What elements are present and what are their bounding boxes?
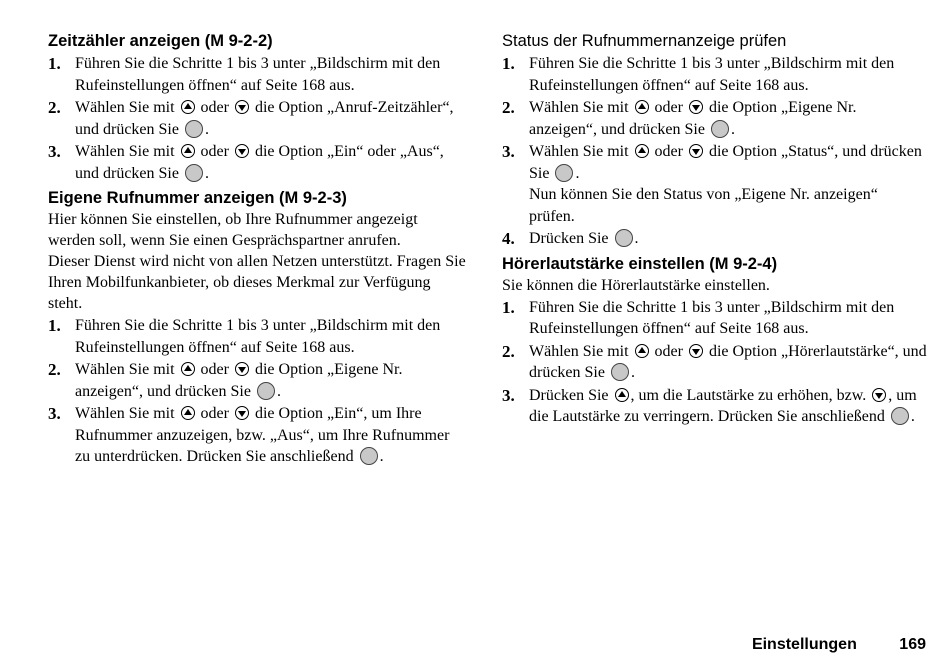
step-number: 1. (48, 316, 61, 335)
nav-up-icon (615, 388, 629, 402)
step-number: 2. (502, 98, 515, 117)
step-text: Führen Sie die Schritte 1 bis 3 unter „Bildschirm mit den Rufeinstellungen öffnen“ auf Seite 168 aus. (75, 55, 441, 94)
center-key-icon (185, 120, 203, 138)
step-number: 3. (502, 142, 515, 161)
heading-hoererlautstaerke: Hörerlautstärke einstellen (M 9-2-4) (502, 254, 778, 273)
footer-section-title: Einstellungen (751, 636, 857, 653)
step-text: die Option „Ein“, um Ihre Rufnummer anzuzeigen, bzw. „Aus“, um Ihre Rufnummer zu unterdrücken. Drücken Sie anschließend (75, 405, 450, 465)
step-text: die Option „Hörerlautstärke“, und drücken Sie (529, 342, 927, 381)
nav-up-icon (635, 344, 649, 358)
step-text: , um die Lautstärke zu verringern. Drücken Sie anschließend (529, 386, 917, 425)
step-text: . (379, 448, 384, 465)
step (502, 141, 927, 227)
step-number: 1. (48, 54, 61, 73)
nav-down-icon (235, 100, 249, 114)
center-key-icon (615, 229, 633, 247)
page-number: 169 (899, 636, 926, 653)
nav-up-icon (181, 406, 195, 420)
nav-down-icon (235, 406, 249, 420)
step-number: 4. (502, 229, 515, 248)
step-text: Wählen Sie mit (75, 361, 175, 378)
nav-up-icon (181, 362, 195, 376)
right-column (502, 30, 927, 429)
paragraph: Sie können die Hörerlautstärke einstellen. (502, 276, 770, 294)
step (502, 341, 927, 384)
nav-down-icon (872, 388, 886, 402)
step-number: 2. (48, 360, 61, 379)
step (502, 97, 927, 140)
step-number: 3. (48, 404, 61, 423)
step-text: oder (654, 143, 683, 160)
step (48, 359, 468, 402)
nav-up-icon (635, 144, 649, 158)
step-text: Wählen Sie mit (529, 99, 629, 116)
step-text: die Option „Eigene Nr. anzeigen“, und drücken Sie (75, 361, 403, 400)
step-text: . (575, 164, 580, 182)
center-key-icon (611, 363, 629, 381)
step (48, 97, 468, 140)
center-key-icon (360, 447, 378, 465)
step-text: oder (200, 143, 229, 160)
center-key-icon (891, 407, 909, 425)
step-text: Nun können Sie den Status von „Eigene Nr. anzeigen“ prüfen. (529, 186, 878, 225)
step-text: . (634, 230, 639, 247)
step (48, 141, 468, 184)
step-number: 1. (502, 297, 515, 317)
step-number: 1. (502, 54, 515, 73)
step (48, 315, 468, 358)
step (502, 228, 927, 250)
step-text: die Option „Status“, und drücken Sie (529, 143, 922, 182)
step-text: . (276, 382, 281, 400)
step-text: . (204, 120, 209, 138)
step (502, 385, 927, 428)
step-text: oder (200, 405, 229, 422)
step (502, 297, 927, 340)
paragraph: Hier können Sie einstellen, ob Ihre Rufnummer angezeigt werden soll, wenn Sie einen Gesprächspartner anrufen. (48, 211, 418, 249)
step-text: . (730, 120, 735, 138)
center-key-icon (711, 120, 729, 138)
step-number: 2. (48, 98, 61, 117)
step-text: . (910, 408, 915, 425)
nav-down-icon (689, 144, 703, 158)
nav-down-icon (235, 144, 249, 158)
step-text: oder (654, 99, 683, 116)
step-text: Wählen Sie mit (529, 342, 629, 360)
page-footer (752, 636, 926, 654)
center-key-icon (257, 382, 275, 400)
step (502, 53, 927, 96)
step-text: Führen Sie die Schritte 1 bis 3 unter „Bildschirm mit den Rufeinstellungen öffnen“ auf Seite 168 aus. (529, 298, 895, 337)
step-text: Wählen Sie mit (529, 143, 629, 160)
step-text: die Option „Eigene Nr. anzeigen“, und drücken Sie (529, 99, 857, 138)
step-text: Wählen Sie mit (75, 143, 175, 160)
nav-up-icon (635, 100, 649, 114)
heading-status-rufnummernanzeige: Status der Rufnummernanzeige prüfen (502, 32, 787, 50)
nav-down-icon (689, 100, 703, 114)
step-number: 3. (502, 385, 515, 405)
step-text: die Option „Ein“ oder „Aus“, und drücken Sie (75, 143, 444, 182)
heading-eigene-rufnummer: Eigene Rufnummer anzeigen (M 9-2-3) (48, 189, 347, 207)
step-text: Führen Sie die Schritte 1 bis 3 unter „Bildschirm mit den Rufeinstellungen öffnen“ auf Seite 168 aus. (529, 55, 895, 94)
step-text: oder (654, 342, 683, 360)
step-text: , um die Lautstärke zu erhöhen, bzw. (630, 386, 867, 404)
nav-up-icon (181, 100, 195, 114)
nav-up-icon (181, 144, 195, 158)
step-text: . (630, 364, 635, 381)
paragraph: Dieser Dienst wird nicht von allen Netzen unterstützt. Fragen Sie Ihren Mobilfunkanbieter, ob dieses Merkmal zur Verfügung steht. (48, 253, 466, 312)
left-column (48, 30, 468, 469)
step (48, 53, 468, 96)
step-number: 2. (502, 341, 515, 361)
step-text: Wählen Sie mit (75, 99, 175, 116)
step-text: die Option „Anruf-Zeitzähler“, und drücken Sie (75, 99, 454, 138)
center-key-icon (555, 164, 573, 182)
step-text: oder (200, 99, 229, 116)
step-text: Wählen Sie mit (75, 405, 175, 422)
nav-down-icon (689, 344, 703, 358)
nav-down-icon (235, 362, 249, 376)
step-text: Drücken Sie (529, 230, 609, 247)
step-text: oder (200, 361, 229, 378)
step-text: Drücken Sie (529, 386, 609, 404)
step-text: . (204, 164, 209, 182)
step-number: 3. (48, 142, 61, 161)
center-key-icon (185, 164, 203, 182)
step (48, 403, 468, 468)
heading-zeitzaehler: Zeitzähler anzeigen (M 9-2-2) (48, 32, 273, 50)
step-text: Führen Sie die Schritte 1 bis 3 unter „Bildschirm mit den Rufeinstellungen öffnen“ auf Seite 168 aus. (75, 317, 441, 356)
